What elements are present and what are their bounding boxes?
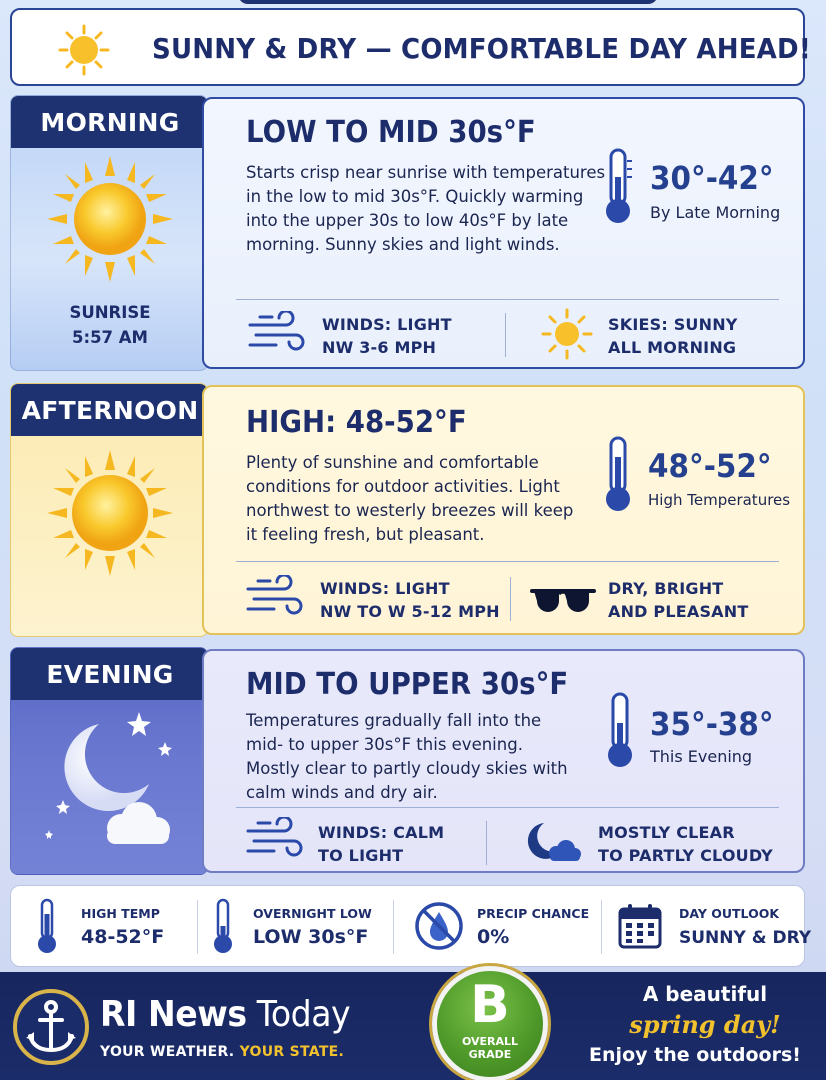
divider — [236, 807, 779, 808]
afternoon-sky-line1: DRY, BRIGHT — [608, 579, 724, 598]
divider — [236, 561, 779, 562]
grade-letter: B — [470, 975, 510, 1035]
divider — [197, 900, 198, 954]
evening-wind-line2: TO LIGHT — [318, 846, 404, 865]
morning-description: Starts crisp near sunrise with temperatures in the low to mid 30s°F. Quickly warming into the upper 30s to low 40s°F by late morning. Sunny skies and light winds. — [246, 163, 606, 254]
grade-line2: GRADE — [468, 1048, 512, 1061]
morning-sky-line2: ALL MORNING — [608, 338, 737, 357]
afternoon-temp-caption: High Temperatures — [648, 491, 791, 509]
high-temp-label: HIGH TEMP — [81, 906, 160, 921]
promo-line2: spring day! — [629, 1010, 781, 1039]
headline-banner — [10, 8, 811, 86]
brand-name — [100, 994, 350, 1035]
overnight-low-label: OVERNIGHT LOW — [253, 906, 372, 921]
afternoon-title: HIGH: 48-52°F — [246, 405, 467, 440]
morning-label: MORNING — [11, 96, 208, 148]
sun-icon — [540, 307, 594, 361]
morning-sky-line1: SKIES: SUNNY — [608, 315, 738, 334]
morning-section — [10, 95, 805, 371]
evening-wind-line1: WINDS: CALM — [318, 823, 445, 842]
summary-bar — [10, 885, 812, 967]
summary-overnight-low — [201, 886, 401, 968]
evening-section — [10, 647, 805, 875]
grade-caption — [437, 1035, 543, 1061]
grade-line1: OVERALL — [461, 1035, 519, 1048]
evening-description: Temperatures gradually fall into the mid- to upper 30s°F this evening. Mostly clear to partly cloudy skies with calm winds and dry air. — [246, 711, 568, 802]
evening-temp-caption: This Evening — [650, 747, 753, 766]
precip-label: PRECIP CHANCE — [477, 906, 590, 921]
summary-high-temp — [11, 886, 201, 968]
anchor-icon — [12, 988, 90, 1066]
sunrise-time: 5:57 AM — [72, 328, 148, 347]
morning-panel — [10, 95, 208, 371]
morning-wind-line2: NW 3-6 MPH — [322, 338, 437, 357]
divider — [393, 900, 394, 954]
wind-icon — [244, 575, 306, 621]
moon-cloud-icon — [522, 819, 584, 865]
thermometer-icon — [600, 435, 636, 515]
thermometer-icon — [602, 691, 638, 771]
evening-title: MID TO UPPER 30s°F — [246, 667, 569, 702]
afternoon-label: AFTERNOON — [11, 384, 208, 436]
sunrise-label: SUNRISE — [69, 303, 151, 322]
divider — [505, 313, 506, 357]
evening-panel — [10, 647, 208, 875]
brand-name-rest: Today — [246, 994, 351, 1035]
afternoon-temp-range: 48°-52° — [648, 447, 772, 485]
divider — [601, 900, 602, 954]
afternoon-section — [10, 383, 805, 637]
divider — [236, 299, 779, 300]
tagline-yellow: YOUR STATE. — [234, 1044, 345, 1060]
afternoon-sky-line2: AND PLEASANT — [608, 602, 749, 621]
promo-line1: A beautiful — [642, 982, 768, 1006]
afternoon-description: Plenty of sunshine and comfortable conditions for outdoor activities. Light northwest to westerly breezes will keep it feeling fresh, but pleasant. — [246, 453, 574, 544]
evening-sky-line1: MOSTLY CLEAR — [598, 823, 735, 842]
morning-temp-range: 30°-42° — [650, 159, 774, 197]
thermometer-icon — [209, 898, 237, 956]
thermometer-icon — [600, 147, 636, 227]
overnight-low-value: LOW 30s°F — [253, 926, 369, 948]
morning-title: LOW TO MID 30s°F — [246, 115, 536, 150]
footer — [0, 972, 826, 1080]
divider — [486, 821, 487, 865]
divider — [510, 577, 511, 621]
tagline — [100, 1044, 344, 1060]
outlook-label: DAY OUTLOOK — [679, 906, 780, 921]
moon-cloud-icon — [41, 708, 191, 858]
calendar-icon — [617, 902, 663, 950]
afternoon-panel — [10, 383, 208, 637]
tagline-white: YOUR WEATHER. — [100, 1044, 235, 1060]
evening-temp-range: 35°-38° — [650, 705, 774, 743]
summary-precip — [401, 886, 601, 968]
grade-badge — [432, 966, 548, 1080]
sun-icon — [58, 24, 110, 76]
wind-icon — [244, 817, 306, 863]
promo-line3: Enjoy the outdoors! — [589, 1044, 801, 1066]
headline-text: SUNNY & DRY — COMFORTABLE DAY AHEAD! — [152, 32, 811, 65]
evening-sky-line2: TO PARTLY CLOUDY — [598, 846, 773, 865]
afternoon-wind-line2: NW TO W 5-12 MPH — [320, 602, 500, 621]
sun-icon — [45, 448, 175, 578]
sun-icon — [45, 154, 175, 284]
outlook-value: SUNNY & DRY — [679, 928, 812, 948]
summary-outlook — [607, 886, 812, 968]
wind-icon — [246, 311, 308, 357]
evening-label: EVENING — [11, 648, 208, 700]
afternoon-wind-line1: WINDS: LIGHT — [320, 579, 450, 598]
top-tab-decoration — [238, 0, 658, 4]
brand-name-bold: RI News — [100, 994, 247, 1035]
precip-value: 0% — [477, 926, 510, 948]
no-rain-icon — [413, 900, 465, 952]
morning-wind-line1: WINDS: LIGHT — [322, 315, 452, 334]
high-temp-value: 48-52°F — [81, 926, 165, 948]
thermometer-icon — [33, 898, 61, 956]
sunglasses-icon — [530, 585, 596, 617]
morning-temp-caption: By Late Morning — [650, 203, 781, 222]
